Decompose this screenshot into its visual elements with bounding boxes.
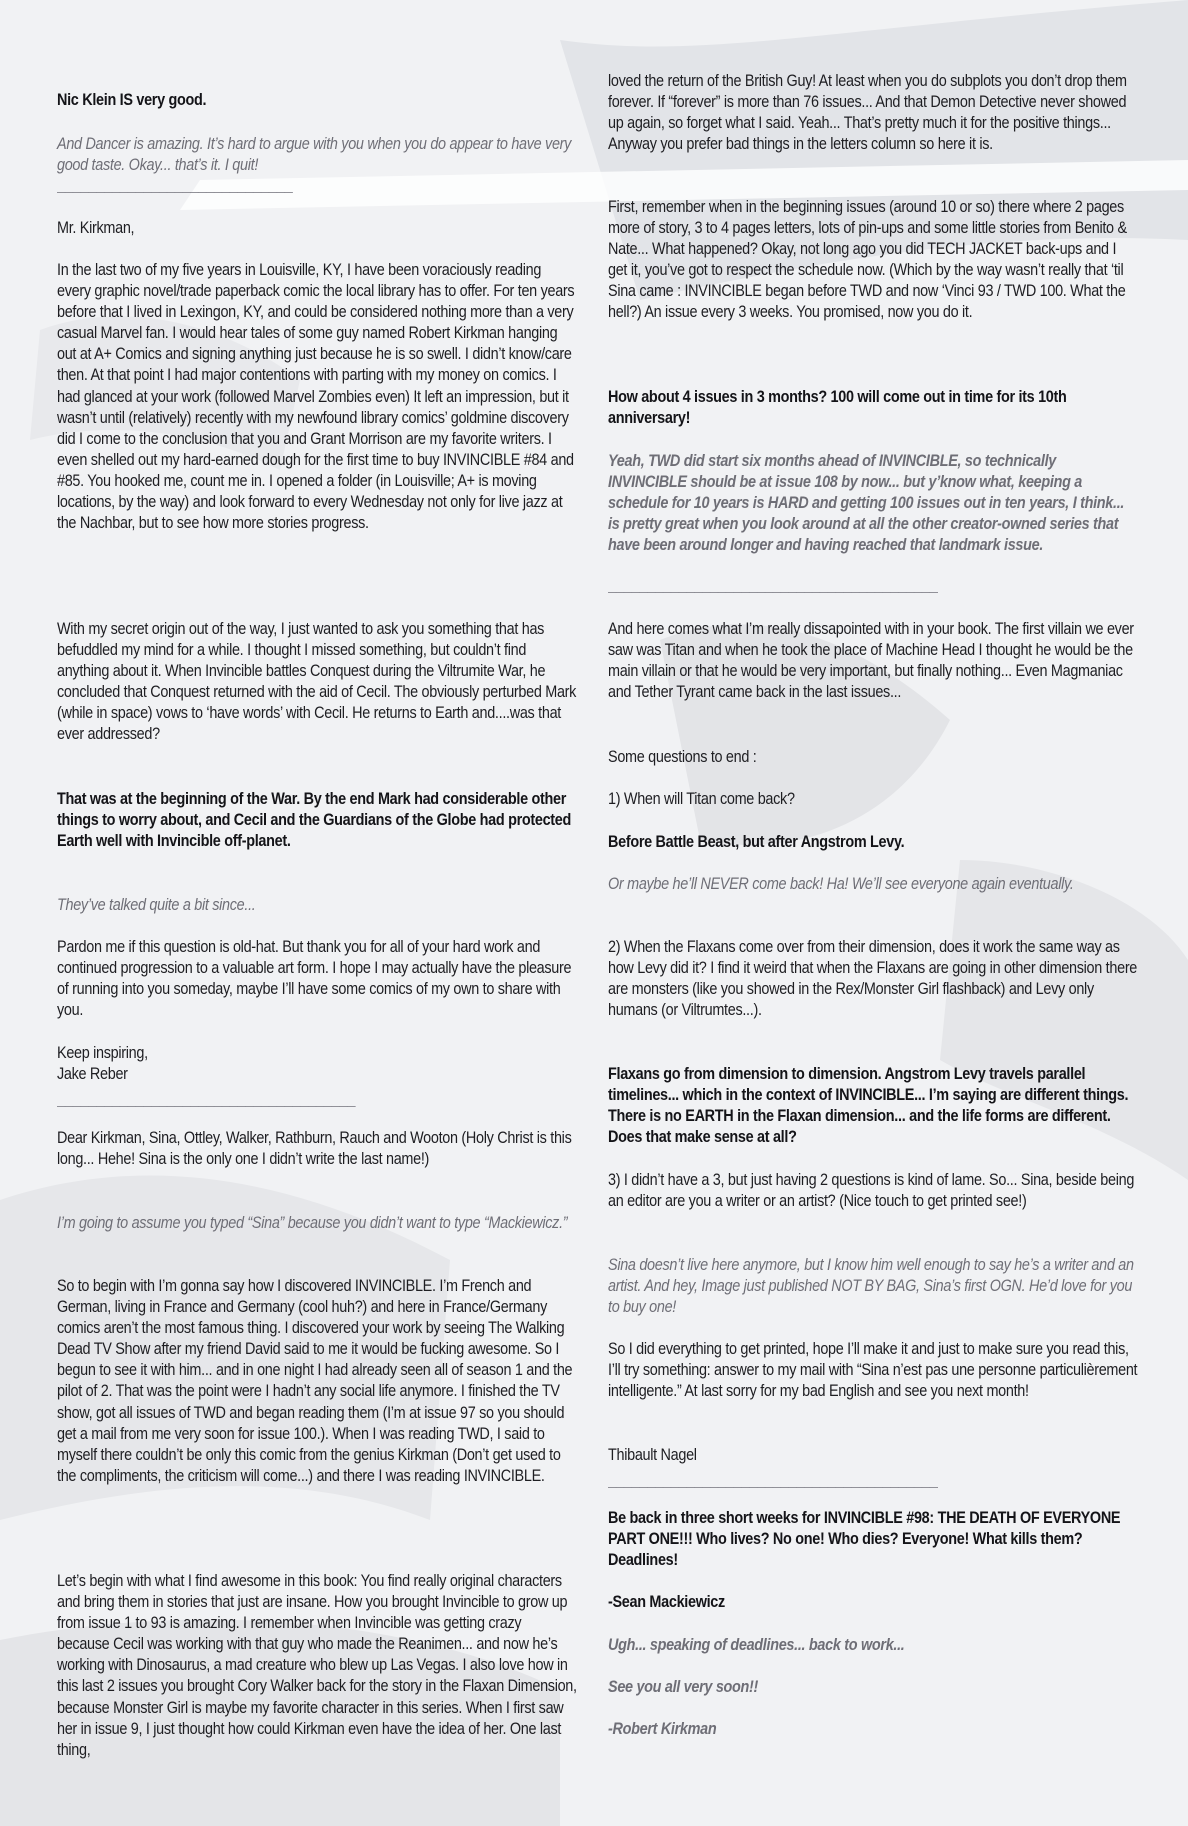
letter-paragraph: In the last two of my five years in Louisville, KY, I have been voraciously reading every graphic novel/trade paperback comic the local library has to offer. For ten years before that I lived in Lexingon, KY, and could be considered nothing more than a very casual Marvel fan. I would hear tales of some guy named Robert Kirkman hanging out at A+ Comics and signing anything just because he is so swell. I didn’t know/care then. At that point I had major contentions with parting with my money on comics. I had glanced at your work (followed Marvel Zombies even) It left an impression, but it wasn’t until (relatively) recently with my newfound library comics’ goldmine discovery did I come to the conclusion that you and Grant Morrison are my favorite writers. I even shelled out my hard-earned dough for the first time to buy INVINCIBLE #84 and #85. You hooked me, count me in. I opened a folder (in Louisville; A+ is moving locations, by the way) and look forward to every Wednesday not only for live jazz at the Nachbar, but to see how more stories progress. [57,261,575,533]
letter-paragraph: First, remember when in the beginning issues (around 10 or so) there where 2 pages more of story, 3 to 4 pages letters, lots of pin-ups and some little stories from Benito & Nate... What happened? Okay, not long ago you did TECH JACKET back-ups and I get it, you’ve got to respect the schedule now. (Which by the way wasn’t really that ‘til Sina came : INVINCIBLE began before TWD and now ‘Vinci 93 / TWD 100. What the hell?) An issue every 3 weeks. You promised, now you do it. [608,198,1127,322]
letter-signature: Thibault Nagel [608,1446,697,1464]
editor-signature: -Sean Mackiewicz [608,1593,725,1611]
letter-paragraph: Let’s begin with what I find awesome in this book: You find really original characters and bring them in stories that just are insane. How you brought Invincible to grow up from issue 1 to 93 is amazing. I remember when Invincible was getting crazy because Cecil was working with that guy who made the Reanimen... and now he’s working with Dinosaurus, a mad creature who blew up Las Vegas. I also love how in this last 2 issues you brought Cory Walker back for the story in the Flaxan Dimension, because Monster Girl is maybe my favorite character in this series. When I first saw her in issue 9, I just thought how could Kirkman even have the idea of her. One last thing, [57,1572,577,1759]
section-divider: ______________________________ [57,178,293,193]
letter-paragraph: So to begin with I’m gonna say how I discovered INVINCIBLE. I’m French and German, living in France and Germany (cool huh?) and here in France/Germany comics aren’t the most famous thing. I discovered your work by seeing The Walking Dead TV Show after my friend David said to me it would be fucking awesome. So I begun to see it with him... and in one night I had already seen all of season 1 and the pilot of 2. That was the point were I hadn’t any social life anymore. I finished the TV show, got all issues of TWD and began reading them (I’m at issue 97 so you should get a mail from me very soon for issue 100.). When I was reading TWD, I said to myself there couldn’t be only this comic from the genius Kirkman (Don’t get used to the compliments, the criticism will come...) and there I was reading INVINCIBLE. [57,1277,573,1485]
letter-paragraph: With my secret origin out of the way, I just wanted to ask you something that has befuddled my mind for a while. I thought I missed something, but couldn’t find anything about it. When Invincible battles Conquest during the Viltrumite War, he concluded that Conquest returned with the aid of Cecil. The obviously perturbed Mark (while in space) vows to ‘have words’ with Cecil. He returns to Earth and....was that ever addressed? [57,620,577,744]
editor-reply: I’m going to assume you typed “Sina” because you didn’t want to type “Mackiewicz.” [57,1214,568,1232]
editor-reply: How about 4 issues in 3 months? 100 will come out in time for its 10th anniversary! [608,388,1067,428]
editor-reply: Sina doesn’t live here anymore, but I know him well enough to say he’s a writer and an artist. And hey, Image just published NOT BY BAG, Sina’s first OGN. He’d love for you to buy one! [608,1256,1134,1317]
editor-reply: Flaxans go from dimension to dimension. Angstrom Levy travels parallel timelines... which in the context of INVINCIBLE... I’m saying are different things. There is no EARTH in the Flaxan dimension... and the life forms are different. Does that make sense at all? [608,1065,1129,1147]
letter-salutation: Mr. Kirkman, [57,219,135,237]
section-divider: __________________________________________ [608,1473,938,1488]
letter-paragraph: loved the return of the British Guy! At least when you do subplots you don’t drop them forever. If “forever” is more than 76 issues... And that Demon Detective never showed up again, so forget what I said. Yeah... That’s pretty much it for the positive things... Anyway you prefer bad things in the letters column so here it is. [608,72,1127,154]
editor-reply: Or maybe he’ll NEVER come back! Ha! We’ll see everyone again eventually. [608,875,1074,893]
letter-question: 3) I didn’t have a 3, but just having 2 questions is kind of lame. So... Sina, beside being an editor are you a writer or an artist? (Nice touch to get printed see!) [608,1171,1135,1211]
letter-paragraph: Pardon me if this question is old-hat. But thank you for all of your hard work and continued progression to a valuable art form. I hope I may actually have the pleasure of running into you someday, maybe I’ll have some comics of my own to share with you. [57,938,572,1020]
editor-reply: That was at the beginning of the War. By the end Mark had considerable other things to worry about, and Cecil and the Guardians of the Globe had protected Earth well with Invincible off-planet. [57,790,572,851]
editor-reply: And Dancer is amazing. It’s hard to argue with you when you do appear to have very good taste. Okay... that’s it. I quit! [57,135,572,175]
section-divider: __________________________________________ [608,578,938,593]
editor-reply: They’ve talked quite a bit since... [57,896,256,914]
letter-signature: Jake Reber [57,1065,128,1083]
letter-salutation: Dear Kirkman, Sina, Ottley, Walker, Rathburn, Rauch and Wooton (Holy Christ is this long... Hehe! Sina is the only one I didn’t write the last name!) [57,1129,572,1169]
section-divider: ______________________________________ [57,1092,356,1107]
editor-reply: Be back in three short weeks for INVINCIBLE #98: THE DEATH OF EVERYONE PART ONE!!! Who lives? No one! Who dies? Everyone! What kills them? Deadlines! [608,1509,1121,1570]
editor-signature: -Robert Kirkman [608,1720,717,1738]
editor-reply: Ugh... speaking of deadlines... back to work... [608,1636,905,1654]
letter-question: 2) When the Flaxans come over from their dimension, does it work the same way as how Levy did it? I find it weird that when the Flaxans are going in other dimension there are monsters (like you showed in the Rex/Monster Girl flashback) and Levy only humans (or Viltrumtes...). [608,938,1138,1020]
letter-question: 1) When will Titan come back? [608,790,795,808]
editor-reply: See you all very soon!! [608,1678,759,1696]
editor-reply: Before Battle Beast, but after Angstrom Levy. [608,833,905,851]
editor-reply: Yeah, TWD did start six months ahead of INVINCIBLE, so technically INVINCIBLE should be at issue 108 by now... but y’know what, keeping a schedule for 10 years is HARD and getting 100 issues out in ten years, I think... is pretty great when you look around at all the other creator-owned series that have been around longer and having reached that landmark issue. [608,452,1125,555]
letter-signoff: Keep inspiring, [57,1044,148,1062]
letter-paragraph: And here comes what I’m really dissapointed with in your book. The first villain we ever saw was Titan and when he took the place of Machine Head I thought he would be the main villain or that he would be very important, but finally nothing... Even Magmaniac and Tether Tyrant came back in the last issues... [608,620,1134,702]
letter-paragraph: Some questions to end : [608,748,757,766]
letter-paragraph: So I did everything to get printed, hope I’ll make it and just to make sure you read this, I’ll try something: answer to my mail with “Sina n’est pas une personne particulièrement intelligente.” At last sorry for my bad English and see you next month! [608,1340,1138,1401]
letter-paragraph: Nic Klein IS very good. [57,91,207,109]
